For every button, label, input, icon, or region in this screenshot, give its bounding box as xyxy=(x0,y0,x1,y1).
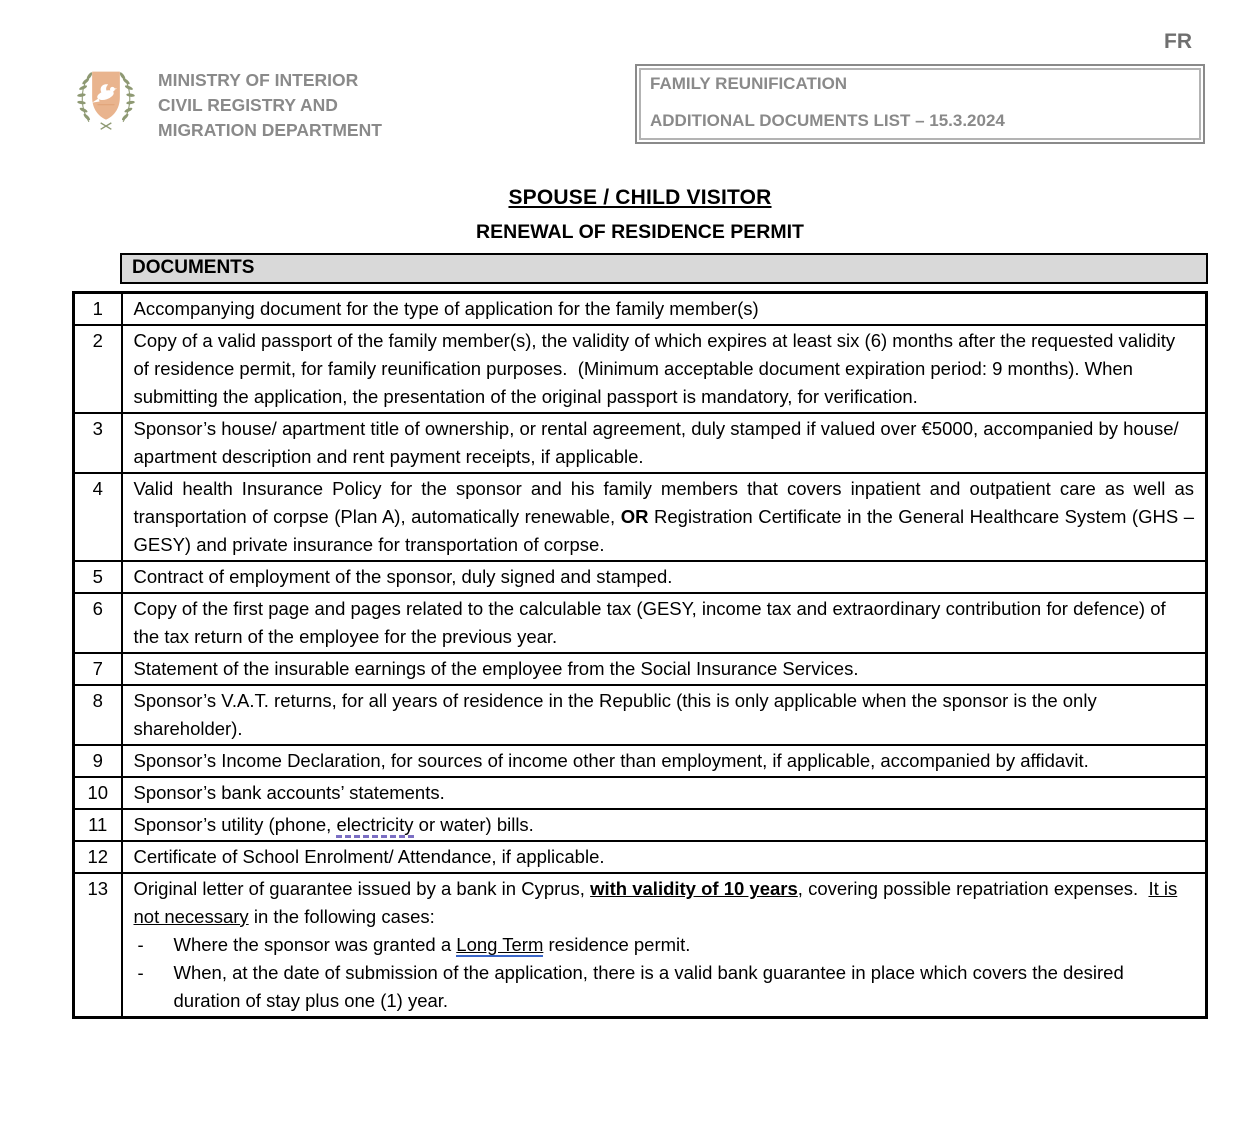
bullet-dash: - xyxy=(137,962,144,983)
text-segment: Sponsor’s bank accounts’ statements. xyxy=(133,782,445,803)
row-description xyxy=(122,841,1207,873)
bullet-item xyxy=(134,959,1195,1015)
row-paragraph xyxy=(134,811,1195,839)
text-segment: When, at the date of submission of the application, there is a valid bank guarantee in place which covers the desired duration of stay plus one (1) year. xyxy=(173,962,1124,1011)
text-segment: Statement of the insurable earnings of the employee from the Social Insurance Services. xyxy=(133,658,859,679)
row-number: 7 xyxy=(74,653,122,685)
styled-text-segment: with validity of 10 years xyxy=(590,878,798,899)
ministry-header xyxy=(74,62,382,143)
row-paragraph xyxy=(134,779,1195,807)
bullet-item xyxy=(134,931,1195,959)
row-number: 3 xyxy=(74,413,122,473)
row-number: 5 xyxy=(74,561,122,593)
styled-text-segment: OR xyxy=(620,506,649,527)
row-number: 8 xyxy=(74,685,122,745)
row-number: 10 xyxy=(74,777,122,809)
ministry-line-2: CIVIL REGISTRY AND xyxy=(158,95,338,115)
text-segment: in the following cases: xyxy=(248,906,435,927)
row-paragraph xyxy=(134,327,1195,411)
cyprus-coat-of-arms-icon xyxy=(74,62,138,140)
row-description xyxy=(122,473,1207,561)
row-paragraph xyxy=(134,295,1195,323)
row-description xyxy=(122,777,1207,809)
row-description xyxy=(122,873,1207,1018)
styled-text-segment: electricity xyxy=(336,814,413,838)
table-header-documents: DOCUMENTS xyxy=(120,253,1208,284)
row-number: 4 xyxy=(74,473,122,561)
row-paragraph xyxy=(134,747,1195,775)
bullet-dash: - xyxy=(137,934,144,955)
row-paragraph xyxy=(134,843,1195,871)
text-segment: or water) bills. xyxy=(413,814,534,835)
row-description xyxy=(122,561,1207,593)
row-paragraph xyxy=(134,475,1195,559)
bullet-text xyxy=(174,931,1195,959)
styled-text-segment: Long Term xyxy=(456,934,544,955)
row-number: 13 xyxy=(74,873,122,1018)
table-row xyxy=(74,809,1207,841)
styled-text-segment: It is not necessary xyxy=(133,878,1178,927)
language-badge: FR xyxy=(1164,30,1192,53)
row-description xyxy=(122,593,1207,653)
table-row xyxy=(74,685,1207,745)
row-number: 11 xyxy=(74,809,122,841)
table-row xyxy=(74,325,1207,413)
ministry-line-1: MINISTRY OF INTERIOR xyxy=(158,70,359,90)
text-segment: Original letter of guarantee issued by a bank in Cyprus, xyxy=(133,878,591,899)
row-paragraph xyxy=(134,687,1195,743)
document-type-title: FAMILY REUNIFICATION xyxy=(650,74,848,93)
ministry-line-3: MIGRATION DEPARTMENT xyxy=(158,120,382,140)
row-number: 6 xyxy=(74,593,122,653)
documents-table-body xyxy=(74,293,1207,1018)
document-type-box xyxy=(635,64,1205,144)
text-segment: Accompanying document for the type of application for the family member(s) xyxy=(133,298,759,319)
text-segment: Registration Certificate in the General Healthcare System (GHS – GESY) and private insurance for transportation of corpse. xyxy=(133,506,1194,555)
row-description xyxy=(122,745,1207,777)
row-paragraph xyxy=(134,655,1195,683)
document-list-label: ADDITIONAL DOCUMENTS LIST – 15.3.2024 xyxy=(650,111,1005,130)
text-segment: Sponsor’s utility (phone, xyxy=(133,814,337,835)
text-segment: Sponsor’s Income Declaration, for sources of income other than employment, if applicable, accompanied by affidavit. xyxy=(133,750,1089,771)
text-segment: Certificate of School Enrolment/ Attendance, if applicable. xyxy=(133,846,605,867)
text-segment: Contract of employment of the sponsor, duly signed and stamped. xyxy=(133,566,673,587)
table-row xyxy=(74,745,1207,777)
table-row xyxy=(74,777,1207,809)
row-number: 9 xyxy=(74,745,122,777)
table-row xyxy=(74,653,1207,685)
text-segment: Where the sponsor was granted a xyxy=(173,934,457,955)
row-description xyxy=(122,325,1207,413)
text-segment: Valid health Insurance Policy for the sponsor and his family members that covers inpatient and outpatient care as well as transportation of corpse (Plan A), automatically renewable, xyxy=(133,478,1194,527)
table-row xyxy=(74,873,1207,1018)
row-description xyxy=(122,685,1207,745)
row-paragraph xyxy=(134,595,1195,651)
table-row xyxy=(74,561,1207,593)
row-paragraph xyxy=(134,875,1195,931)
document-body xyxy=(72,186,1208,1019)
bullet-text xyxy=(174,959,1195,1015)
page-title: SPOUSE / CHILD VISITOR xyxy=(508,186,772,209)
text-segment: Sponsor’s V.A.T. returns, for all years of residence in the Republic (this is only applicable when the sponsor is the only shareholder). xyxy=(133,690,1097,739)
table-row xyxy=(74,593,1207,653)
table-row xyxy=(74,293,1207,326)
table-row xyxy=(74,413,1207,473)
table-row xyxy=(74,473,1207,561)
row-description xyxy=(122,809,1207,841)
row-description xyxy=(122,293,1207,326)
ministry-name xyxy=(158,68,382,143)
row-description xyxy=(122,653,1207,685)
table-row xyxy=(74,841,1207,873)
page-subtitle: RENEWAL OF RESIDENCE PERMIT xyxy=(476,221,804,243)
row-paragraph xyxy=(134,563,1195,591)
row-paragraph xyxy=(134,415,1195,471)
text-segment: Copy of the first page and pages related to the calculable tax (GESY, income tax and extraordinary contribution for defence) of the tax return of the employee for the previous year. xyxy=(133,598,1166,647)
text-segment: Copy of a valid passport of the family member(s), the validity of which expires at least six (6) months after the requested validity of residence permit, for family reunification purposes. (Minimum acceptable document expiration period: 9 months). When submitting the application, the presentation of the original passport is mandatory, for verification. xyxy=(133,330,1176,407)
row-number: 12 xyxy=(74,841,122,873)
row-number: 1 xyxy=(74,293,122,326)
text-segment: residence permit. xyxy=(543,934,691,955)
text-segment: , covering possible repatriation expenses. xyxy=(797,878,1149,899)
row-description xyxy=(122,413,1207,473)
row-number: 2 xyxy=(74,325,122,413)
documents-table xyxy=(72,291,1208,1019)
text-segment: Sponsor’s house/ apartment title of ownership, or rental agreement, duly stamped if valued over €5000, accompanied by house/ apartment description and rent payment receipts, if applicable. xyxy=(133,418,1179,467)
